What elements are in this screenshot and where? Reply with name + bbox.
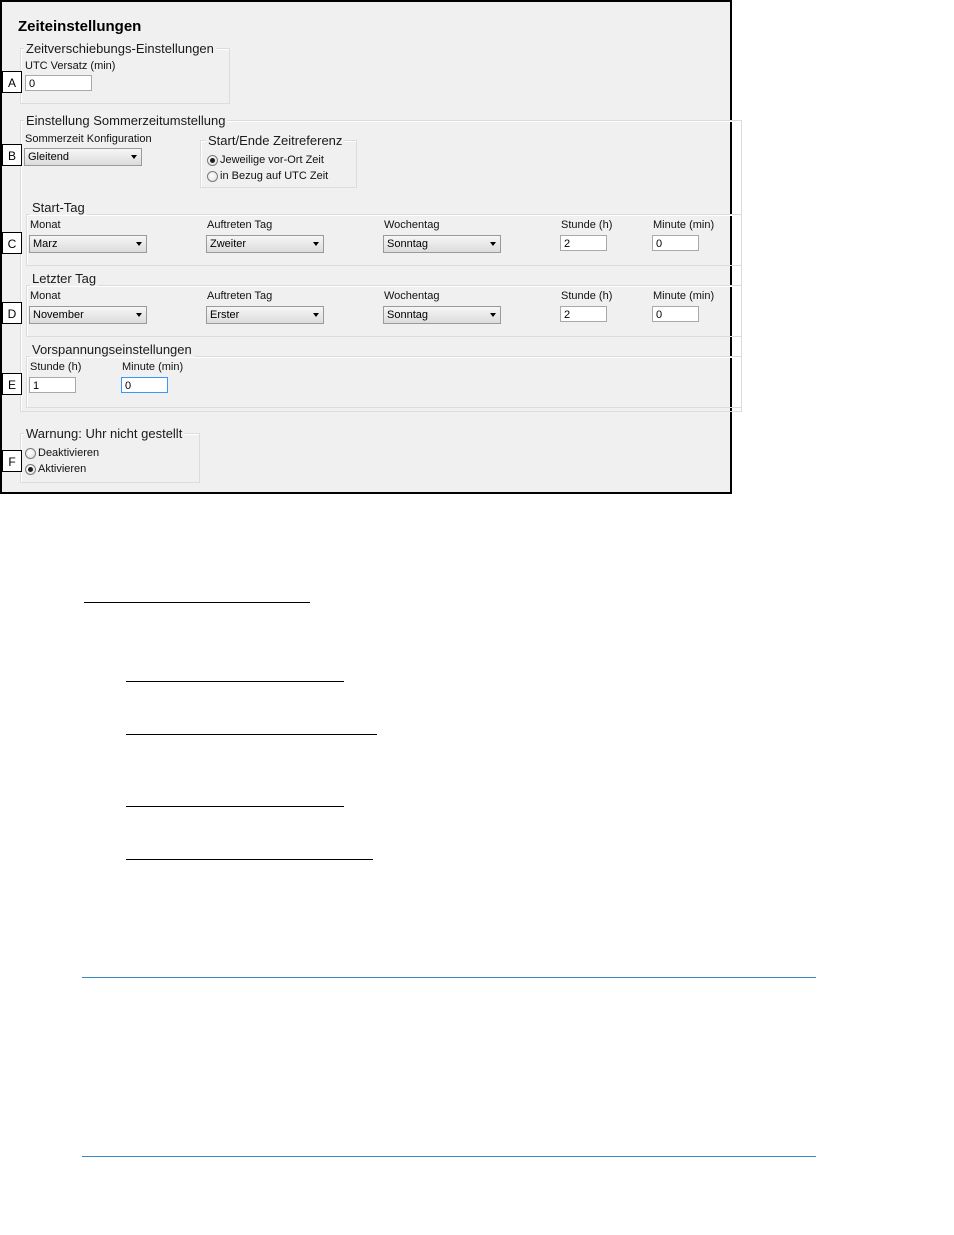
panel-title: Zeiteinstellungen	[18, 18, 142, 35]
start-minute-input[interactable]: 0	[652, 235, 699, 251]
end-month-value: November	[33, 309, 84, 321]
dst-group-title: Einstellung Sommerzeitumstellung	[26, 113, 226, 128]
start-occurrence-dropdown[interactable]	[206, 235, 324, 253]
utc-offset-label: UTC Versatz (min)	[25, 60, 116, 72]
chevron-down-icon	[136, 242, 142, 246]
end-month-dropdown[interactable]	[29, 306, 147, 324]
end-hour-label: Stunde (h)	[561, 290, 613, 302]
callout-marker-e: E	[2, 373, 22, 395]
end-occurrence-value: Erster	[210, 309, 240, 321]
start-day-title: Start-Tag	[32, 200, 85, 215]
callout-marker-f: F	[2, 450, 22, 472]
end-weekday-dropdown[interactable]	[383, 306, 501, 324]
callout-marker-c: C	[2, 232, 22, 254]
utc-offset-input[interactable]: 0	[25, 75, 92, 91]
blank-line	[126, 859, 373, 860]
chevron-down-icon	[136, 313, 142, 317]
chevron-down-icon	[313, 313, 319, 317]
start-weekday-value: Sonntag	[387, 238, 428, 250]
bias-minute-input[interactable]: 0	[121, 377, 168, 393]
dst-config-label: Sommerzeit Konfiguration	[25, 133, 152, 145]
end-weekday-label: Wochentag	[384, 290, 440, 302]
blank-line	[84, 602, 310, 603]
start-hour-input[interactable]: 2	[560, 235, 607, 251]
radio-utc-time[interactable]	[207, 171, 218, 182]
end-hour-input[interactable]: 2	[560, 306, 607, 322]
bias-group-title: Vorspannungseinstellungen	[32, 342, 192, 357]
time-settings-panel	[0, 0, 732, 494]
bias-hour-input[interactable]: 1	[29, 377, 76, 393]
start-month-label: Monat	[30, 219, 61, 231]
radio-enable-label: Aktivieren	[38, 463, 87, 475]
page-divider	[82, 977, 816, 978]
chevron-down-icon	[490, 242, 496, 246]
radio-disable-label: Deaktivieren	[38, 447, 100, 459]
time-reference-title: Start/Ende Zeitreferenz	[208, 133, 343, 148]
dst-config-value: Gleitend	[28, 151, 69, 163]
bias-minute-label: Minute (min)	[122, 361, 184, 373]
start-occurrence-value: Zweiter	[210, 238, 247, 250]
chevron-down-icon	[490, 313, 496, 317]
chevron-down-icon	[131, 155, 137, 159]
blank-line	[126, 681, 344, 682]
end-day-title: Letzter Tag	[32, 271, 97, 286]
radio-local-time[interactable]	[207, 155, 218, 166]
start-month-dropdown[interactable]	[29, 235, 147, 253]
end-occurrence-dropdown[interactable]	[206, 306, 324, 324]
end-weekday-value: Sonntag	[387, 309, 428, 321]
start-minute-label: Minute (min)	[653, 219, 715, 231]
callout-marker-a: A	[2, 71, 22, 93]
footer-divider	[82, 1156, 816, 1157]
end-minute-input[interactable]: 0	[652, 306, 699, 322]
callout-marker-b: B	[2, 144, 22, 166]
radio-local-time-label: Jeweilige vor-Ort Zeit	[220, 154, 324, 166]
chevron-down-icon	[313, 242, 319, 246]
start-hour-label: Stunde (h)	[561, 219, 613, 231]
blank-line	[126, 806, 344, 807]
end-occurrence-label: Auftreten Tag	[207, 290, 273, 302]
warning-group-title: Warnung: Uhr nicht gestellt	[26, 426, 183, 441]
offset-group-title: Zeitverschiebungs-Einstellungen	[26, 41, 214, 56]
callout-marker-d: D	[2, 302, 22, 324]
start-month-value: Marz	[33, 238, 58, 250]
start-occurrence-label: Auftreten Tag	[207, 219, 273, 231]
start-weekday-label: Wochentag	[384, 219, 440, 231]
end-minute-label: Minute (min)	[653, 290, 715, 302]
end-month-label: Monat	[30, 290, 61, 302]
radio-enable[interactable]	[25, 464, 36, 475]
blank-line	[126, 734, 377, 735]
dst-config-dropdown[interactable]	[24, 148, 142, 166]
start-weekday-dropdown[interactable]	[383, 235, 501, 253]
radio-disable[interactable]	[25, 448, 36, 459]
bias-hour-label: Stunde (h)	[30, 361, 82, 373]
radio-utc-time-label: in Bezug auf UTC Zeit	[220, 170, 329, 182]
